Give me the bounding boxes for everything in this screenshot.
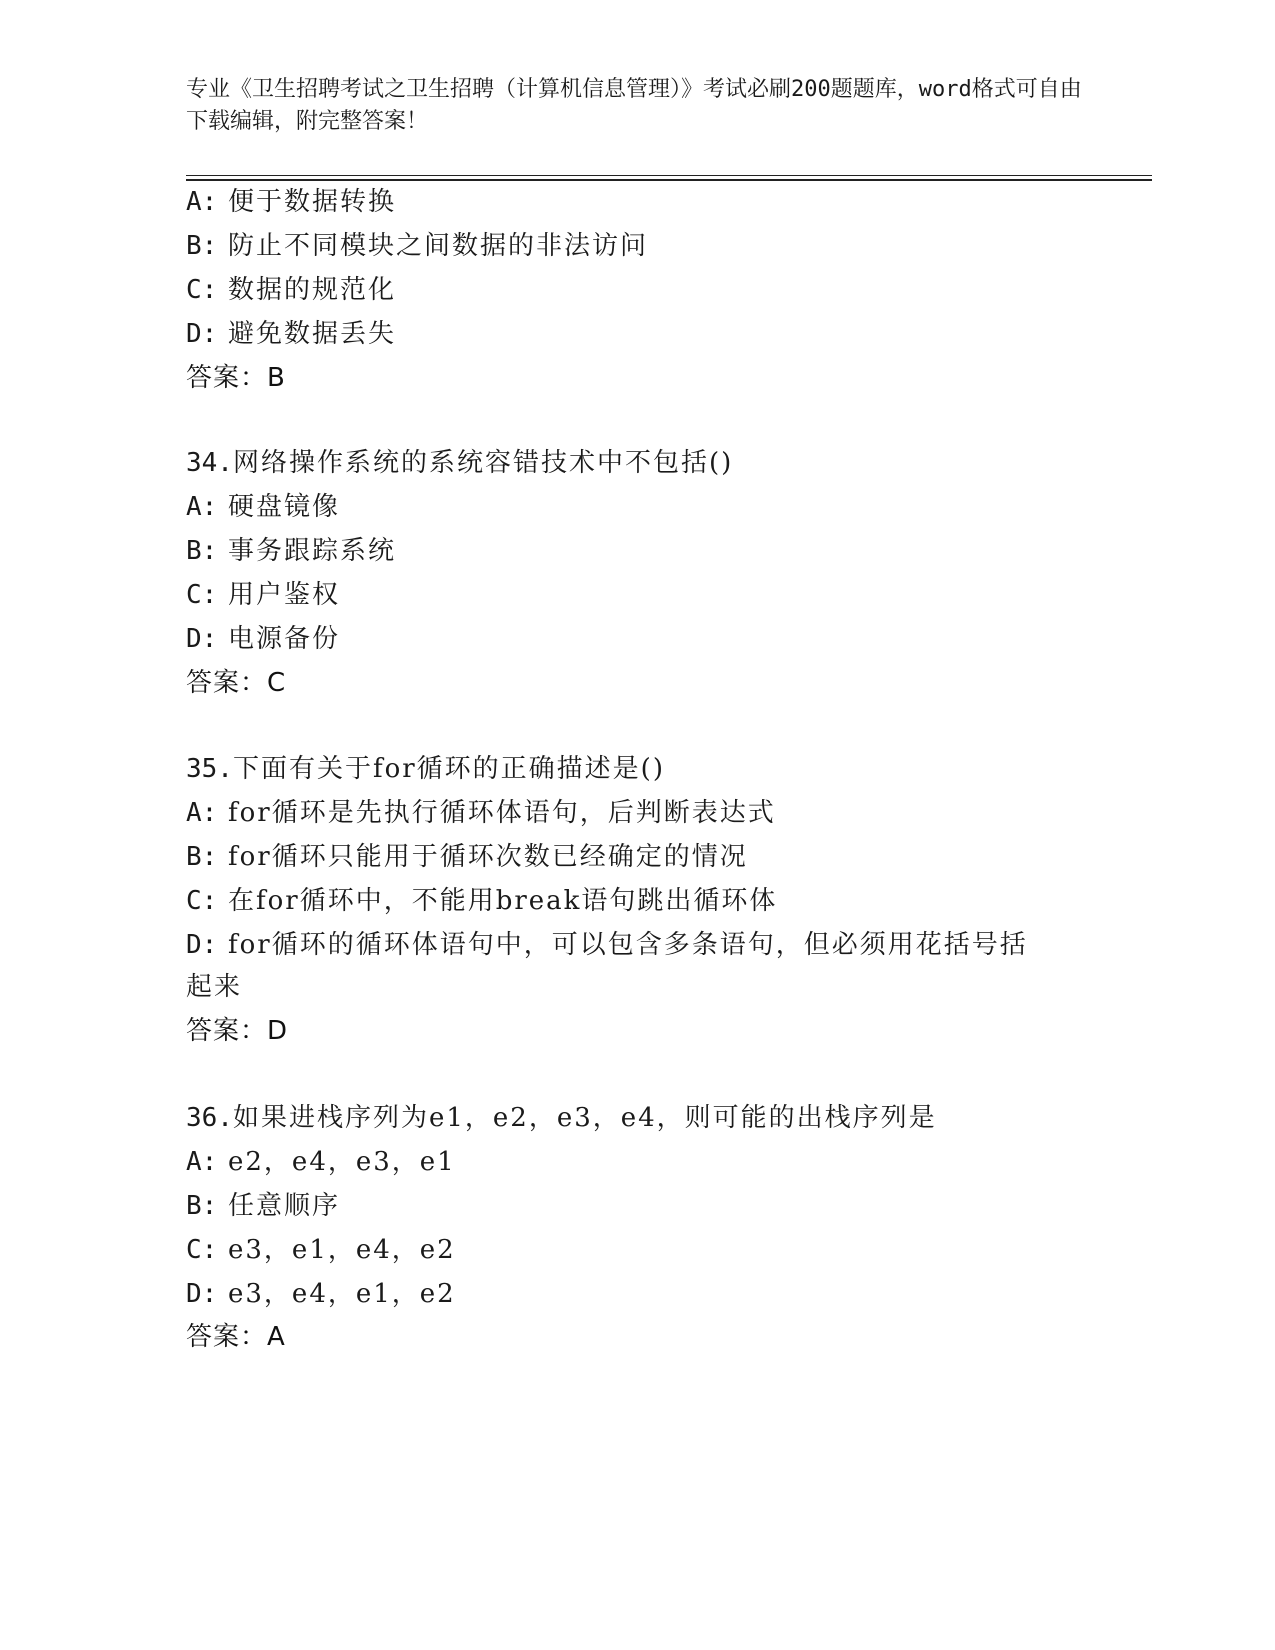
option-text: e3，e4，e1，e2 bbox=[228, 1279, 456, 1309]
option-label: A: bbox=[186, 798, 218, 828]
option-label: A: bbox=[186, 1147, 218, 1177]
q34-option-a bbox=[186, 490, 340, 524]
option-label: D: bbox=[186, 624, 218, 654]
q33-option-b bbox=[186, 229, 648, 263]
option-label: B: bbox=[186, 231, 218, 261]
q35-option-d bbox=[186, 928, 1028, 962]
q35-option-b bbox=[186, 840, 748, 874]
question-text: 网络操作系统的系统容错技术中不包括() bbox=[232, 448, 734, 478]
q36-answer: 答案：A bbox=[186, 1322, 286, 1352]
option-text: for循环只能用于循环次数已经确定的情况 bbox=[228, 842, 748, 872]
q34-question bbox=[186, 446, 733, 480]
option-label: B: bbox=[186, 1191, 218, 1221]
header-rule-thick bbox=[186, 179, 1152, 181]
q36-question bbox=[186, 1101, 937, 1135]
q34-option-b bbox=[186, 534, 396, 568]
option-text: for循环是先执行循环体语句，后判断表达式 bbox=[228, 798, 776, 828]
q36-option-a bbox=[186, 1145, 456, 1179]
question-number: 35. bbox=[186, 754, 233, 784]
q35-option-c bbox=[186, 884, 777, 918]
option-text: 在for循环中，不能用break语句跳出循环体 bbox=[228, 886, 778, 916]
option-label: A: bbox=[186, 187, 218, 217]
q35-question bbox=[186, 752, 665, 786]
document-header: 专业《卫生招聘考试之卫生招聘（计算机信息管理）》考试必刷200题题库，word格式可自由下载编辑，附完整答案！ bbox=[186, 77, 1082, 134]
option-label: C: bbox=[186, 275, 218, 305]
q36-option-b bbox=[186, 1189, 340, 1223]
option-text: 事务跟踪系统 bbox=[228, 536, 397, 566]
header-rule-thin bbox=[186, 175, 1152, 176]
option-label: B: bbox=[186, 842, 218, 872]
option-label: B: bbox=[186, 536, 218, 566]
option-text: e3，e1，e4，e2 bbox=[228, 1235, 456, 1265]
question-number: 36. bbox=[186, 1103, 233, 1133]
option-label: D: bbox=[186, 930, 218, 960]
option-text: 用户鉴权 bbox=[228, 580, 341, 610]
q35-option-a bbox=[186, 796, 776, 830]
question-text: 如果进栈序列为e1，e2，e3，e4，则可能的出栈序列是 bbox=[232, 1103, 937, 1133]
q36-option-c bbox=[186, 1233, 456, 1267]
q34-option-c bbox=[186, 578, 340, 612]
q33-option-d bbox=[186, 317, 396, 351]
question-text: 下面有关于for循环的正确描述是() bbox=[232, 754, 665, 784]
option-text: 避免数据丢失 bbox=[228, 319, 397, 349]
option-label: D: bbox=[186, 319, 218, 349]
q35-option-d-continuation: 起来 bbox=[186, 972, 243, 1002]
q33-answer: 答案：B bbox=[186, 363, 286, 393]
option-text: 硬盘镜像 bbox=[228, 492, 341, 522]
option-text: 防止不同模块之间数据的非法访问 bbox=[228, 231, 649, 261]
question-number: 34. bbox=[186, 448, 233, 478]
q34-option-d bbox=[186, 622, 340, 656]
q33-option-c bbox=[186, 273, 396, 307]
option-text: for循环的循环体语句中，可以包含多条语句，但必须用花括号括 bbox=[228, 930, 1028, 960]
option-text: 任意顺序 bbox=[228, 1191, 341, 1221]
option-text: 数据的规范化 bbox=[228, 275, 397, 305]
option-label: C: bbox=[186, 580, 218, 610]
q35-answer: 答案：D bbox=[186, 1016, 289, 1046]
q36-option-d bbox=[186, 1277, 456, 1311]
option-label: C: bbox=[186, 886, 218, 916]
q34-answer: 答案：C bbox=[186, 668, 287, 698]
option-label: A: bbox=[186, 492, 218, 522]
option-text: 电源备份 bbox=[228, 624, 341, 654]
option-text: 便于数据转换 bbox=[228, 187, 397, 217]
option-label: D: bbox=[186, 1279, 218, 1309]
q33-option-a bbox=[186, 185, 396, 219]
option-label: C: bbox=[186, 1235, 218, 1265]
option-text: e2，e4，e3，e1 bbox=[228, 1147, 456, 1177]
